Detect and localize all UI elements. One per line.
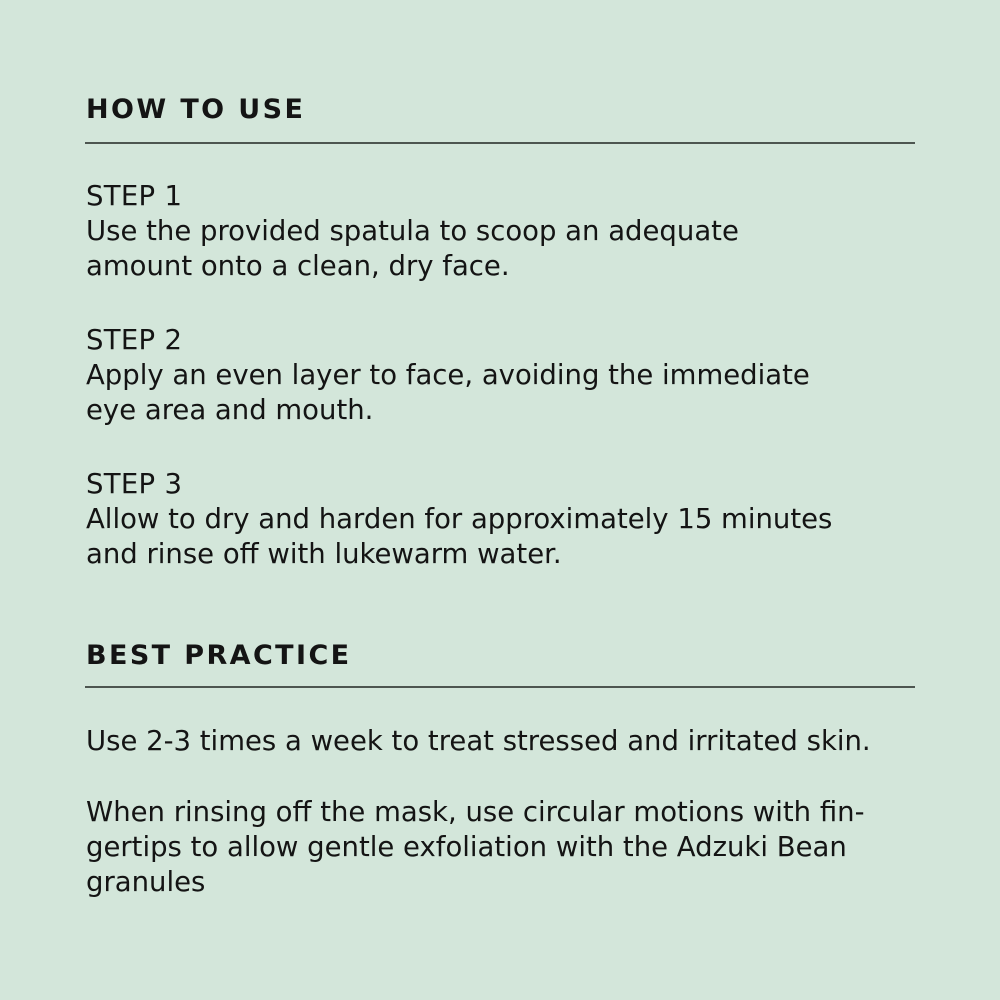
how-to-use-divider [85, 142, 915, 144]
step-2-label: STEP 2 [86, 324, 183, 356]
best-practice-divider [85, 686, 915, 688]
step-1-text-line-1: Use the provided spatula to scoop an adequate [86, 215, 739, 247]
step-1-text-line-2: amount onto a clean, dry face. [86, 250, 510, 282]
best-practice-paragraph-1 [86, 724, 926, 759]
step-3 [86, 467, 926, 572]
best-practice-paragraph-2-line-2: gertips to allow gentle exfoliation with the Adzuki Bean [86, 831, 847, 863]
best-practice-paragraph-1-line-1: Use 2-3 times a week to treat stressed and irritated skin. [86, 725, 871, 757]
best-practice-paragraph-2-line-1: When rinsing off the mask, use circular motions with fin- [86, 796, 865, 828]
step-2-text-line-2: eye area and mouth. [86, 394, 374, 426]
step-2 [86, 323, 926, 428]
best-practice-heading: BEST PRACTICE [86, 640, 352, 671]
best-practice-paragraph-2 [86, 795, 926, 900]
step-3-text-line-2: and rinse off with lukewarm water. [86, 538, 562, 570]
how-to-use-heading: HOW TO USE [86, 94, 306, 125]
best-practice-paragraph-2-line-3: granules [86, 866, 206, 898]
step-3-text-line-1: Allow to dry and harden for approximately 15 minutes [86, 503, 833, 535]
step-1-label: STEP 1 [86, 180, 183, 212]
step-1 [86, 179, 926, 284]
step-2-text-line-1: Apply an even layer to face, avoiding the immediate [86, 359, 810, 391]
step-3-label: STEP 3 [86, 468, 183, 500]
